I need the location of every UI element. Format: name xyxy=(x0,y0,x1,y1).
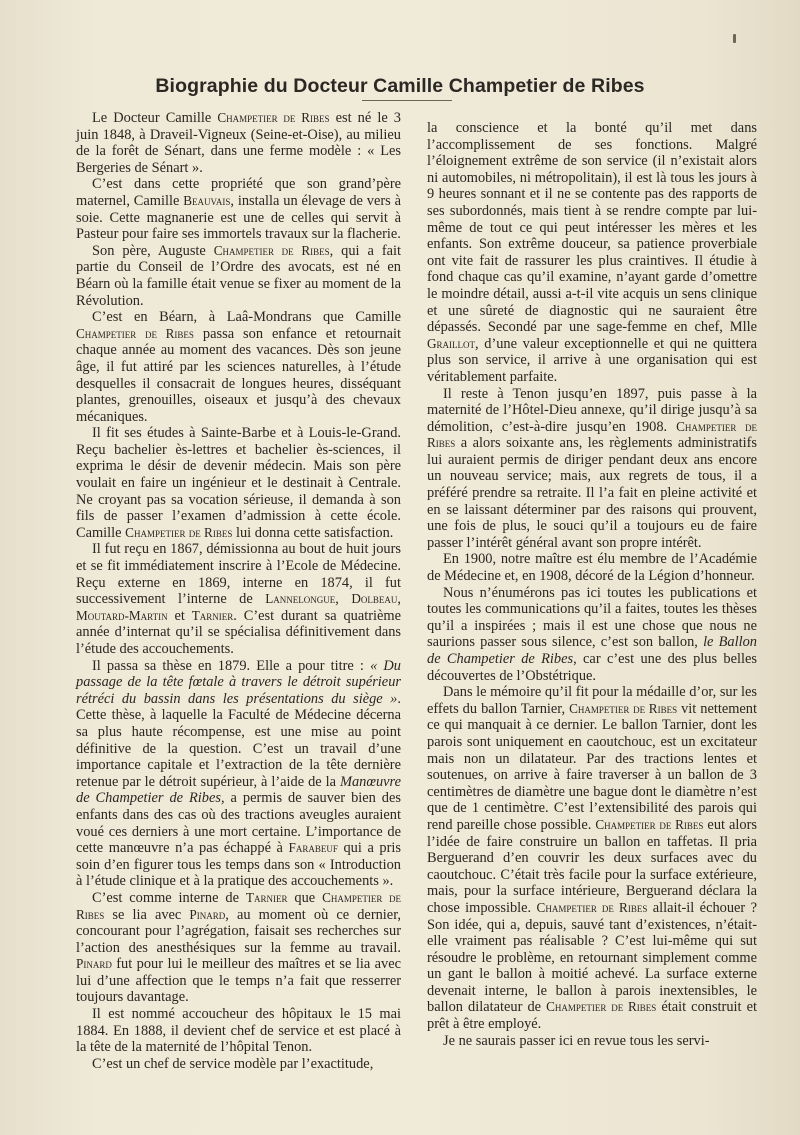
name-smallcaps: Champetier de Ribes xyxy=(536,899,648,915)
name-smallcaps: Champetier de Ribes xyxy=(76,325,194,341)
text-run: Il fut reçu en 1867, démissionna au bout de huit jours et se fit immédiatement inscrire à l’Ecole de Médecine. Reçu externe en 1869, interne en 1874, il fut successivement l’interne de xyxy=(76,541,401,608)
title-divider xyxy=(362,100,452,101)
text-run: est né le 3 juin 1848, à Draveil-Vigneux (Seine-et-Oise), au milieu de la forêt de Sénart, dans une ferme modèle : « Les Bergeries de Sénart ». xyxy=(76,110,401,176)
ink-mark xyxy=(733,34,736,43)
text-run: C’est un chef de service modèle par l’exactitude, xyxy=(92,1055,374,1072)
name-smallcaps: Pinard xyxy=(76,956,112,972)
right-column xyxy=(427,120,757,1049)
name-smallcaps: Beauvais xyxy=(183,192,231,208)
name-smallcaps: Champetier de Ribes xyxy=(427,418,758,451)
text-run: que xyxy=(287,889,323,906)
text-run: , car c’est une des plus belles découvertes de l’Obstétrique. xyxy=(427,651,757,684)
text-run: Il est nommé accoucheur des hôpitaux le 15 mai 1884. En 1888, il devient chef de service et est placé à la tête de la maternité de l’hôpital Tenon. xyxy=(76,1006,401,1056)
text-run: Il fit ses études à Sainte-Barbe et à Louis-le-Grand. Reçu bachelier ès-lettres et bachelier ès-sciences, il exprima le désir de devenir médecin. Mais son père voulait en faire un ingénieur et le destinait à Centrale. Ne croyant pas sa vocation sérieuse, il demanda à son fils de passer l’examen d’admission à cette école. Camille xyxy=(76,425,401,541)
name-smallcaps: Lannelongue xyxy=(265,591,336,607)
paragraph xyxy=(76,425,401,541)
text-run: vit nettement ce qui manquait à ce dernier. Le ballon Tarnier, dont les parois sont uniquement en caoutchouc, est un excitateur mais non un dilatateur. Par des tractions lentes et soutenues, on arrive à faire traverser à un ballon de 3 centimètres de diamètre une bague dont le diamètre n’est que de 1 centimètre. C’est l’extensibilité des parois qui rend pareille chose possible. xyxy=(427,700,757,833)
name-smallcaps: Champetier de Ribes xyxy=(595,816,704,832)
page-title: Biographie du Docteur Camille Champetier de Ribes xyxy=(155,75,645,98)
paragraph xyxy=(427,551,757,584)
text-run: eut alors l’idée de faire construire un ballon en taffetas. Il pria Berguerand d’en couvrir les deux surfaces avec du caoutchouc. C’était très facile pour la surface extérieure, mais, pour la surface intérieure, Berguerand déclara la chose impossible. xyxy=(427,816,758,916)
text-run: passa son enfance et retournait chaque année au moment des vacances. Dès son jeune âge, il fut attiré par les sciences naturelles, à l’étude desquelles il consacrait de longues heures, disséquant plantes, grenouilles, oiseaux et jusqu’à des chevaux mécaniques. xyxy=(76,325,401,425)
paragraph xyxy=(76,176,401,242)
paragraph xyxy=(76,110,401,176)
paragraph xyxy=(427,585,757,685)
italic-text: le Ballon de Champetier de Ribes xyxy=(427,634,758,667)
paragraph xyxy=(427,120,757,386)
name-smallcaps: Moutard-Martin xyxy=(76,607,168,623)
paragraph xyxy=(427,386,757,552)
text-run: , d’une valeur exceptionnelle et qui ne quittera plus son service, il arrive à une organisation qui est véritablement parfaite. xyxy=(427,335,757,385)
text-run: , xyxy=(397,591,401,608)
paragraph xyxy=(76,890,401,1006)
name-smallcaps: Pinard xyxy=(189,906,226,922)
text-run: qui a pris soin d’en figurer tous les temps dans son « Introduction à l’étude clinique et à la pratique des accouchements ». xyxy=(76,840,402,890)
text-run: , qui a fait partie du Conseil de l’Ordre des avocats, est né en Béarn où la famille était venue se fixer au moment de la Révolution. xyxy=(76,242,401,309)
name-smallcaps: Graillot xyxy=(427,335,476,351)
paragraph xyxy=(76,309,401,425)
name-smallcaps: Champetier de Ribes xyxy=(546,999,657,1015)
text-run: Dans le mémoire qu’il fit pour la médaille d’or, sur les effets du ballon Tarnier, xyxy=(427,684,757,717)
paragraph xyxy=(427,1033,757,1050)
text-run: se lia avec xyxy=(104,906,190,923)
name-smallcaps: Tarnier xyxy=(245,889,288,905)
paragraph xyxy=(76,658,401,890)
text-run: . C’est durant sa quatrième année d’internat qu’il se spécialisa définitivement dans l’étude des accouchements. xyxy=(76,607,401,657)
text-run: était construit et prêt à être employé. xyxy=(427,999,758,1033)
paragraph xyxy=(76,1056,401,1073)
italic-text: « Du passage de la tête fœtale à travers le détroit supérieur rétréci du bassin dans les présentations du siège » xyxy=(76,657,401,707)
name-smallcaps: Champetier de Ribes xyxy=(76,889,401,922)
paragraph xyxy=(76,1006,401,1056)
name-smallcaps: Champetier de Ribes xyxy=(217,110,330,125)
text-run: Le Docteur Camille xyxy=(92,110,218,126)
text-run: a alors soixante ans, les règlements administratifs lui auraient permis de diriger pendant deux ans encore un nouveau service; mais, aux regrets de tous, il a préféré prendre sa retraite. Il l’a fait en pleine activité et en se laissant déterminer par des raisons qui prouvent, une fois de plus, le souci qu’il a toujours eu de faire passer l’intérêt général avant son propre intérêt. xyxy=(427,435,757,551)
text-run: la conscience et la bonté qu’il met dans l’accomplissement de ses fonctions. Malgré l’éloignement extrême de son service (il n’existait alors ni automobiles, ni métropolitain), il est là tous les jours à 9 heures sonnant et il ne se contente pas des rapports de ses subordonnés, mais tient à se rendre compte par lui-même de tout ce qui peut intéresser les mères et les enfants. Son extrême douceur, sa patience proverbiale ont vite fait de rassurer les plus craintives. Il étudie à fond chaque cas qu’il examine, n’ayant garde d’omettre le moindre détail, aussi a-t-il vite acquis un sens clinique et une sûreté de diagnostic qui ne sauraient être dépassés. Secondé par une sage-femme en chef, Mlle xyxy=(427,120,757,336)
text-run: lui donna cette satisfaction. xyxy=(232,524,394,541)
paragraph xyxy=(76,243,401,309)
text-run: Son père, Auguste xyxy=(92,242,214,259)
name-smallcaps: Farabeuf xyxy=(288,840,338,856)
text-run: , a permis de sauver bien des enfants dans des cas où des tractions aveugles auraient voué ces derniers à une mort certaine. L’importance de cette manœuvre n’a pas échappé à xyxy=(76,790,401,857)
text-run: allait-il échouer ? Son idée, qui a, depuis, sauvé tant d’existences, n’était-elle vraiment pas réalisable ? C’est lui-même qui sut résoudre le problème, en retournant simplement comme un gant le ballon à moitié achevé. La surface externe devenait interne, le ballon à parois inextensibles, le ballon dilatateur de xyxy=(427,899,758,1016)
text-run: , xyxy=(335,591,352,608)
text-run: et xyxy=(167,607,192,624)
italic-text: Manœuvre de Champetier de Ribes xyxy=(76,773,401,807)
name-smallcaps: Champetier de Ribes xyxy=(213,242,330,258)
text-run: . Cette thèse, à laquelle la Faculté de Médecine décerna sa plus haute récompense, est une mise au point définitive de la question. C’est un travail d’une importance capitale et l’extraction de la tête dernière retenue par le détroit supérieur, à l’aide de la xyxy=(76,690,401,790)
text-run: C’est en Béarn, à Laâ-Mondrans que Camille xyxy=(92,309,401,326)
text-run: C’est dans cette propriété que son grand’père maternel, Camille xyxy=(76,176,401,209)
text-run: En 1900, notre maître est élu membre de l’Académie de Médecine et, en 1908, décoré de la Légion d’honneur. xyxy=(427,551,757,585)
name-smallcaps: Dolbeau xyxy=(351,591,398,607)
text-run: Il passa sa thèse en 1879. Elle a pour titre : xyxy=(92,657,371,674)
text-run: fut pour lui le meilleur des maîtres et se lia avec lui d’une affection que le temps n’a fait que resserrer toujours davantage. xyxy=(76,956,401,1006)
paragraph xyxy=(427,684,757,1032)
text-run: Je ne saurais passer ici en revue tous les servi- xyxy=(443,1032,710,1049)
text-run: Il reste à Tenon jusqu’en 1897, puis passe à la maternité de l’Hôtel-Dieu annexe, qu’il dirige jusqu’à sa démolition, c’est-à-dire jusqu’en 1908. xyxy=(427,385,757,435)
text-run: C’est comme interne de xyxy=(92,889,246,906)
text-run: , au moment où ce dernier, concourant pour l’agrégation, faisait ses recherches sur l’action des anesthésiques sur la femme au travail. xyxy=(76,906,402,956)
left-column xyxy=(76,110,401,1072)
text-run: , installa un élevage de vers à soie. Cette magnanerie est une de celles qui servit à Pasteur pour faire ses immortels travaux sur la flacherie. xyxy=(76,192,401,243)
name-smallcaps: Tarnier xyxy=(191,607,234,623)
name-smallcaps: Champetier de Ribes xyxy=(569,700,678,716)
text-run: Nous n’énumérons pas ici toutes les publications et toutes les communications qu’il a faites, toutes les thèses qu’il a inspirées ; mais il est une chose que nous ne saurions passer sous silence, c’est son ballon, xyxy=(427,584,757,651)
name-smallcaps: Champetier de Ribes xyxy=(125,524,233,540)
paragraph xyxy=(76,541,401,657)
